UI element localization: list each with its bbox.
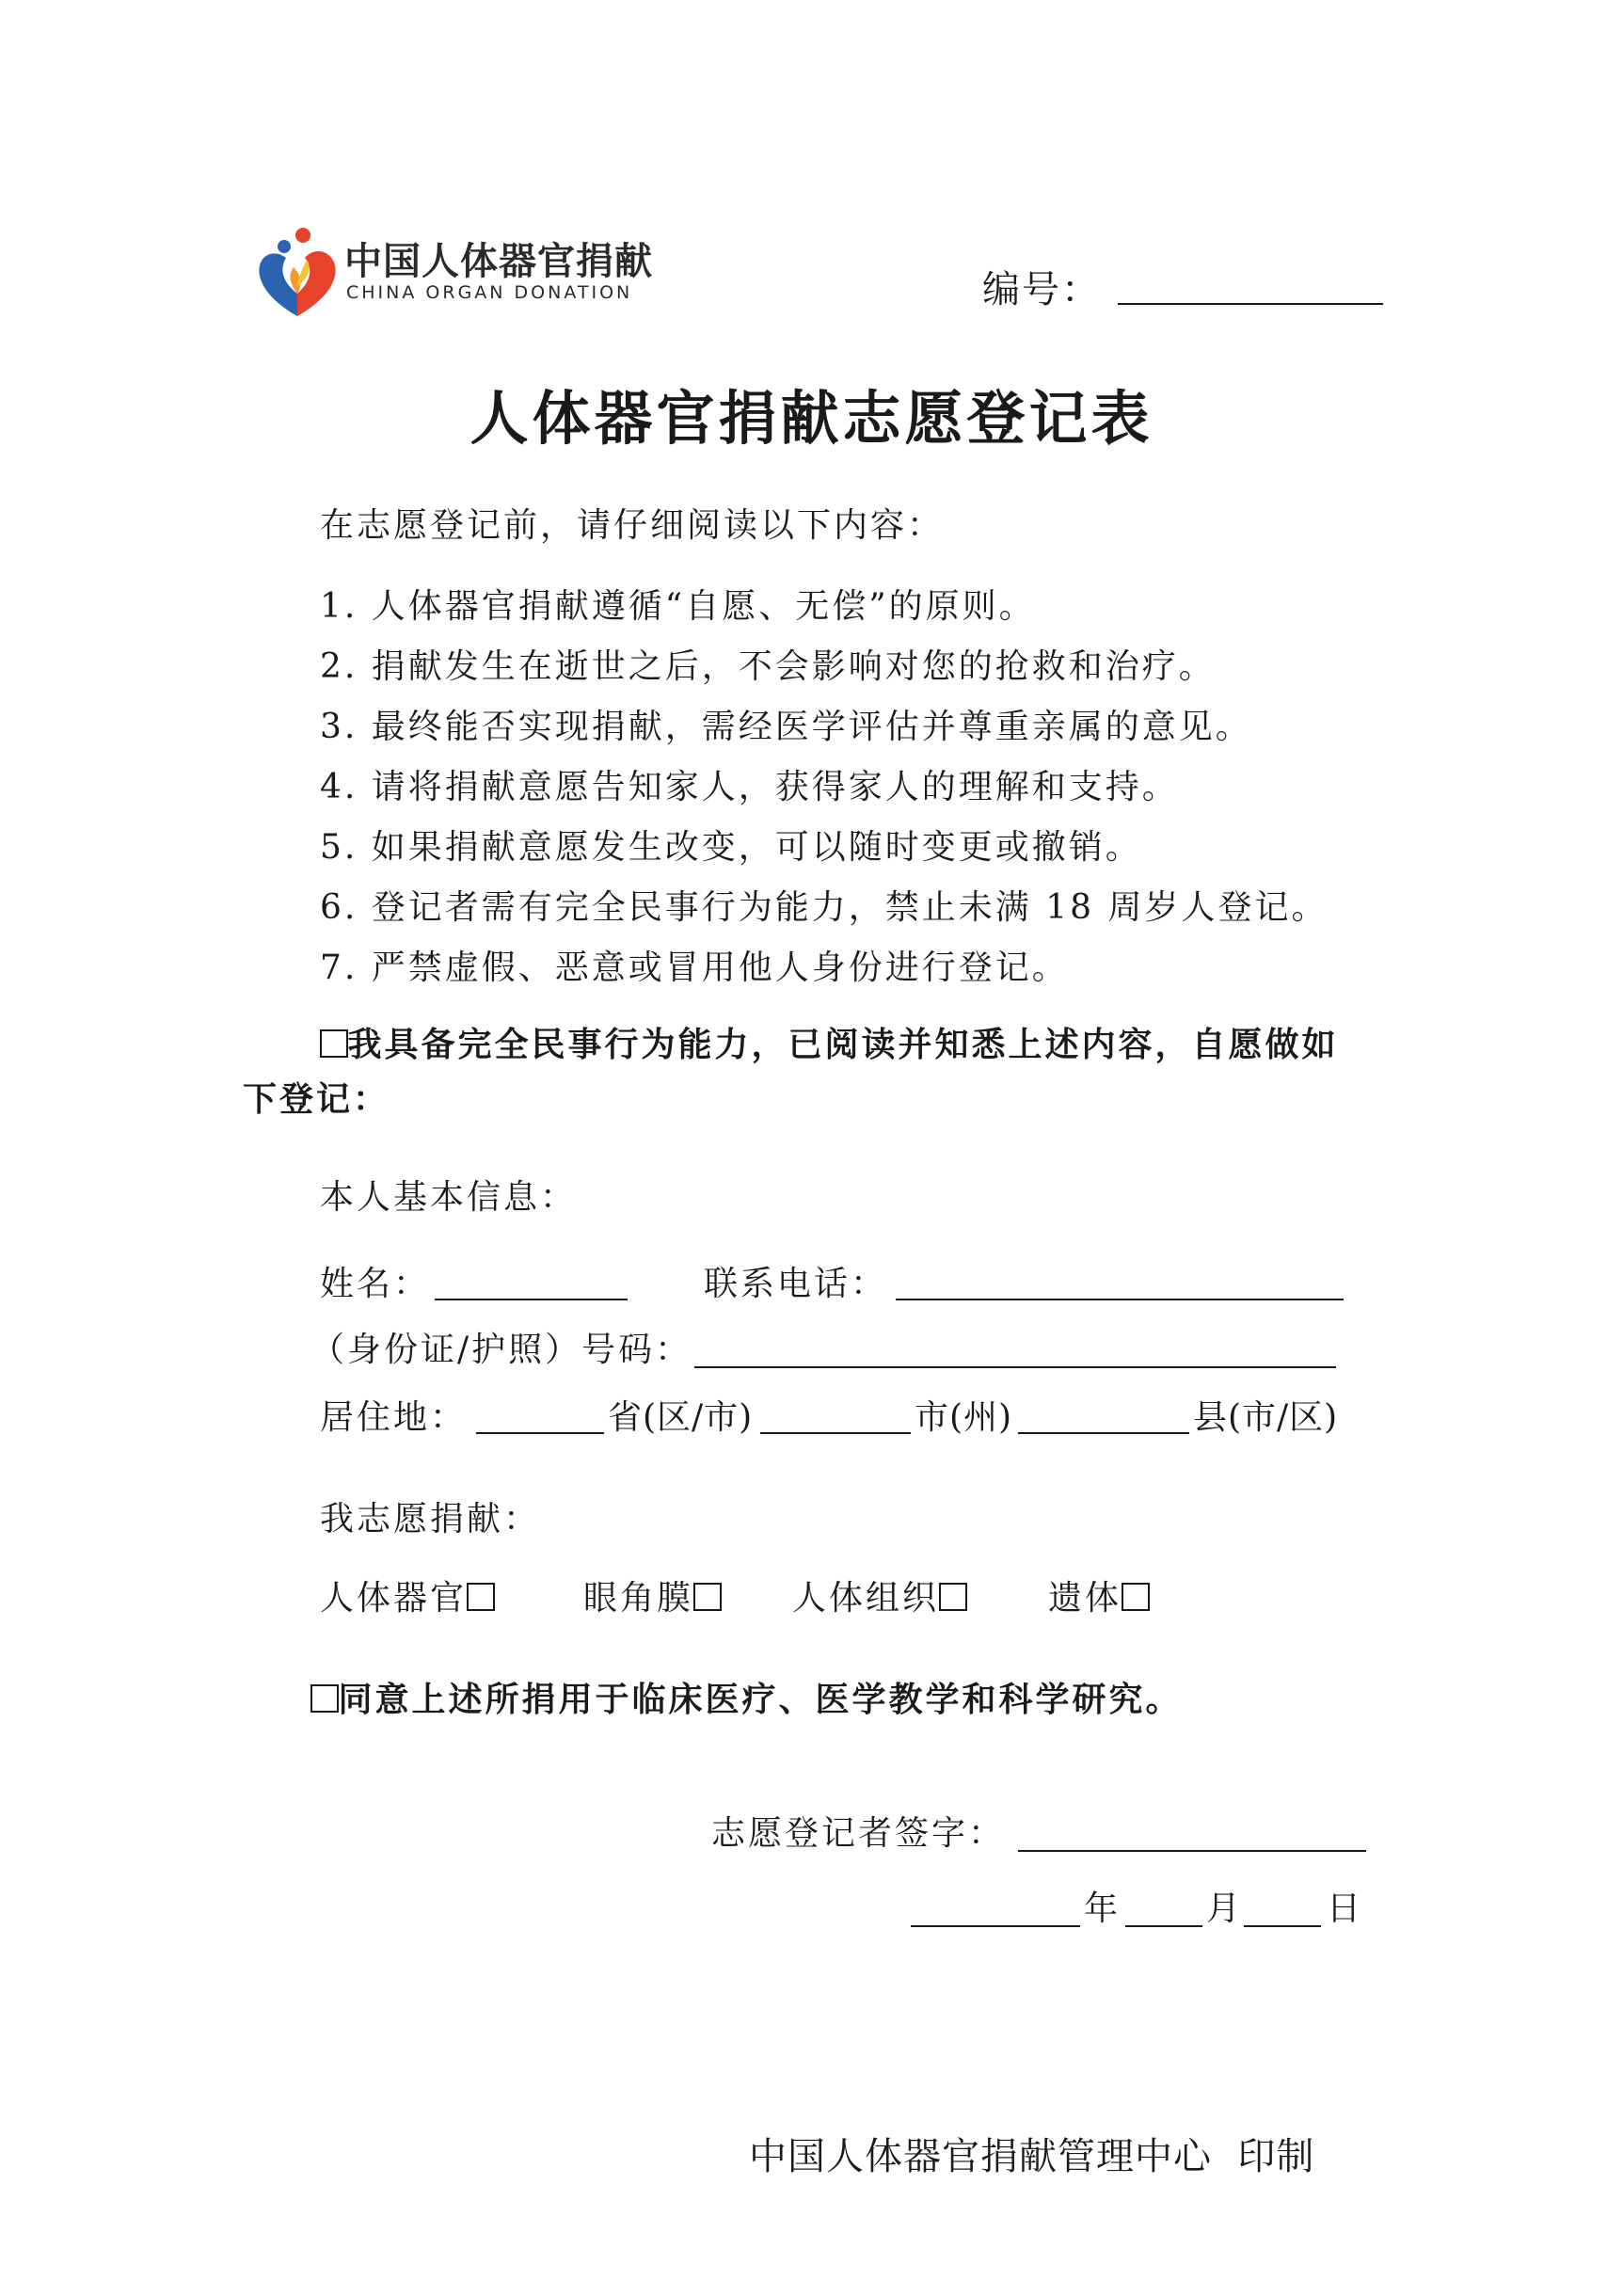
signature-label: 志愿登记者签字： bbox=[711, 1814, 1006, 1853]
consent-text: 同意上述所捐用于临床医疗、医学教学和科学研究。 bbox=[338, 1680, 1183, 1719]
rule-item-5: 5. 如果捐献意愿发生改变，可以随时变更或撤销。 bbox=[320, 828, 1142, 867]
rule-item-2: 2. 捐献发生在逝世之后，不会影响对您的抢救和治疗。 bbox=[320, 647, 1216, 686]
rule-item-6: 6. 登记者需有完全民事行为能力，禁止未满 18 周岁人登记。 bbox=[320, 888, 1329, 927]
donation-option-label: 人体组织 bbox=[792, 1579, 940, 1618]
printed-by-footer: 中国人体器官捐献管理中心 印制 bbox=[749, 2135, 1315, 2178]
donation-heading: 我志愿捐献： bbox=[320, 1500, 541, 1539]
intro-text: 在志愿登记前，请仔细阅读以下内容： bbox=[320, 506, 945, 545]
tissue-checkbox[interactable] bbox=[939, 1583, 967, 1611]
name-label: 姓名： bbox=[320, 1265, 431, 1303]
declaration-text: 我具备完全民事行为能力，已阅读并知悉上述内容，自愿做如 bbox=[347, 1025, 1339, 1064]
month-field[interactable] bbox=[1125, 1925, 1202, 1927]
cornea-checkbox[interactable] bbox=[693, 1583, 722, 1611]
body-checkbox[interactable] bbox=[1122, 1583, 1150, 1611]
donation-option-label: 眼角膜 bbox=[583, 1579, 694, 1618]
id-number-field[interactable] bbox=[694, 1366, 1336, 1368]
city-field[interactable] bbox=[760, 1432, 911, 1434]
county-field[interactable] bbox=[1018, 1432, 1189, 1434]
donation-option-cornea bbox=[583, 1571, 722, 1619]
serial-number-field[interactable] bbox=[1118, 303, 1383, 305]
consent-checkbox[interactable] bbox=[310, 1684, 339, 1713]
county-label: 县(市/区) bbox=[1193, 1398, 1339, 1437]
organ-donation-logo-icon bbox=[252, 226, 342, 320]
declaration-checkbox[interactable] bbox=[320, 1029, 348, 1058]
province-label: 省(区/市) bbox=[608, 1398, 754, 1437]
year-label: 年 bbox=[1084, 1889, 1122, 1928]
declaration-line-1 bbox=[320, 1018, 1339, 1066]
rule-item-1: 1. 人体器官捐献遵循“自愿、无偿”的原则。 bbox=[320, 587, 1036, 626]
form-title: 人体器官捐献志愿登记表 bbox=[469, 384, 1154, 453]
rule-item-4: 4. 请将捐献意愿告知家人，获得家人的理解和支持。 bbox=[320, 768, 1179, 806]
city-label: 市(州) bbox=[915, 1398, 1013, 1437]
day-field[interactable] bbox=[1244, 1925, 1321, 1927]
serial-number-label: 编号： bbox=[982, 268, 1101, 311]
donation-option-label: 遗体 bbox=[1048, 1579, 1122, 1618]
donation-option-body bbox=[1048, 1571, 1150, 1619]
basic-info-heading: 本人基本信息： bbox=[320, 1178, 578, 1217]
month-label: 月 bbox=[1206, 1889, 1244, 1928]
donation-option-organs bbox=[320, 1571, 495, 1619]
province-field[interactable] bbox=[476, 1432, 604, 1434]
residence-label: 居住地： bbox=[320, 1398, 468, 1437]
logo bbox=[252, 226, 653, 320]
declaration-line-2: 下登记： bbox=[243, 1079, 390, 1119]
id-number-label: （身份证/护照）号码： bbox=[310, 1331, 692, 1369]
organs-checkbox[interactable] bbox=[467, 1583, 495, 1611]
rule-item-7: 7. 严禁虚假、恶意或冒用他人身份进行登记。 bbox=[320, 949, 1069, 987]
day-label: 日 bbox=[1327, 1889, 1364, 1928]
donation-option-label: 人体器官 bbox=[320, 1579, 468, 1618]
consent-line bbox=[310, 1673, 1183, 1721]
name-field[interactable] bbox=[435, 1299, 628, 1300]
phone-field[interactable] bbox=[896, 1299, 1344, 1300]
rule-item-3: 3. 最终能否实现捐献，需经医学评估并尊重亲属的意见。 bbox=[320, 708, 1252, 746]
logo-english-text: CHINA ORGAN DONATION bbox=[346, 282, 633, 303]
donation-option-tissue bbox=[792, 1571, 967, 1619]
logo-chinese-text: 中国人体器官捐献 bbox=[344, 240, 653, 283]
signature-field[interactable] bbox=[1018, 1850, 1366, 1852]
year-field[interactable] bbox=[911, 1925, 1080, 1927]
phone-label: 联系电话： bbox=[704, 1265, 888, 1303]
